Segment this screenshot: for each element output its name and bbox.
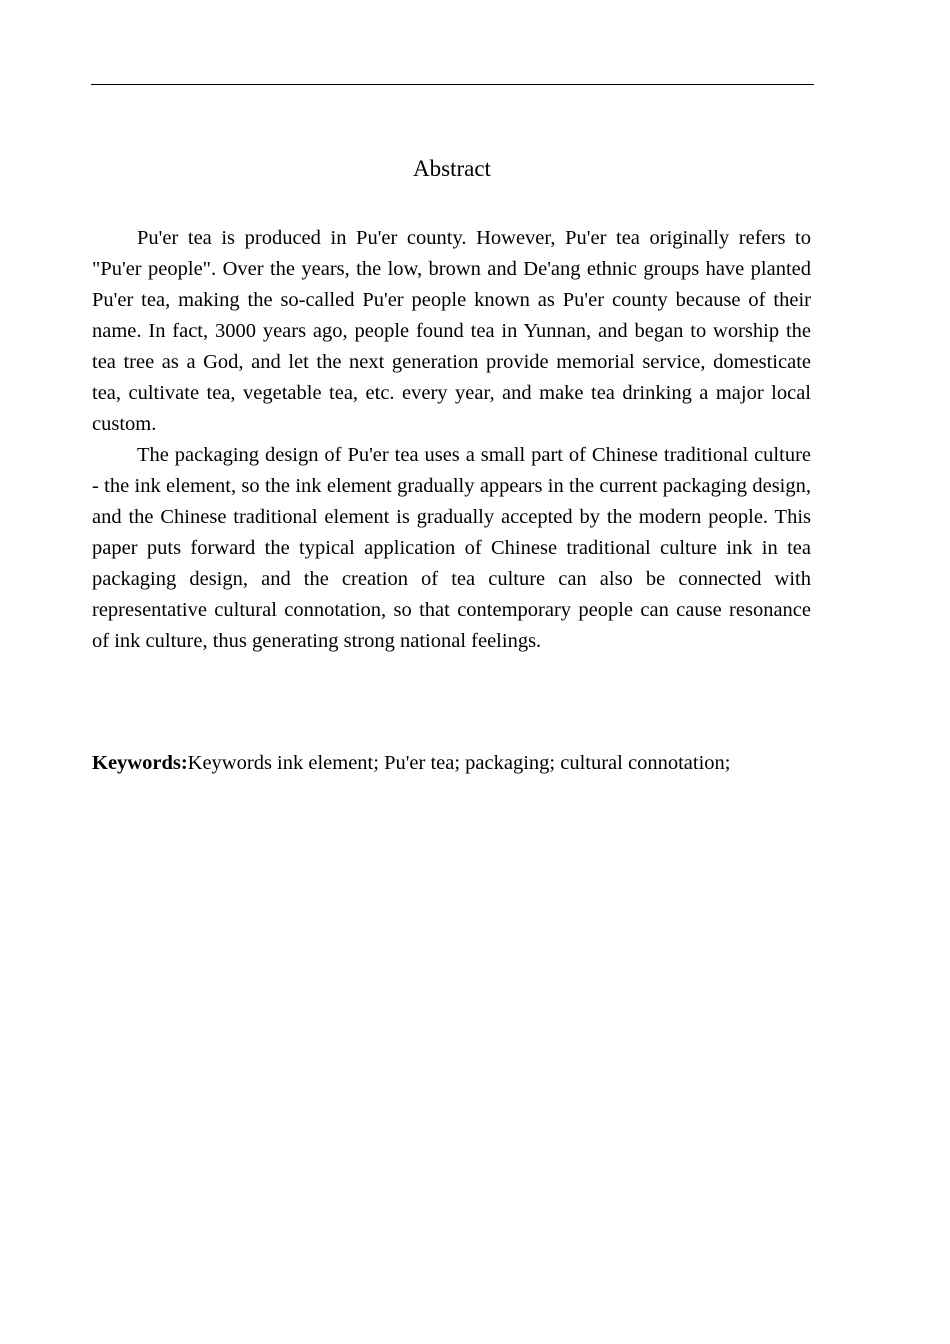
keywords-text: Keywords ink element; Pu'er tea; packaging; cultural connotation;: [187, 752, 731, 774]
abstract-paragraph-2: The packaging design of Pu'er tea uses a small part of Chinese traditional culture - the ink element, so the ink element gradually appears in the current packaging design, and the Chinese traditional element is gradually accepted by the modern people. This paper puts forward the typical application of Chinese traditional culture ink in tea packaging design, and the creation of tea culture can also be connected with representative cultural connotation, so that contemporary people can cause resonance of ink culture, thus generating strong national feelings.: [92, 444, 811, 652]
abstract-paragraph-1: Pu'er tea is produced in Pu'er county. However, Pu'er tea originally refers to "Pu'er people". Over the years, the low, brown and De'ang ethnic groups have planted Pu'er tea, making the so-called Pu'er people known as Pu'er county because of their name. In fact, 3000 years ago, people found tea in Yunnan, and began to worship the tea tree as a God, and let the next generation provide memorial service, domesticate tea, cultivate tea, vegetable tea, etc. every year, and make tea drinking a major local custom.: [92, 227, 811, 435]
abstract-title: Abstract: [413, 156, 491, 181]
keywords-label: Keywords:: [92, 752, 188, 774]
header-rule: [91, 84, 814, 85]
abstract-body: [92, 223, 811, 657]
keywords-line: [92, 748, 811, 779]
